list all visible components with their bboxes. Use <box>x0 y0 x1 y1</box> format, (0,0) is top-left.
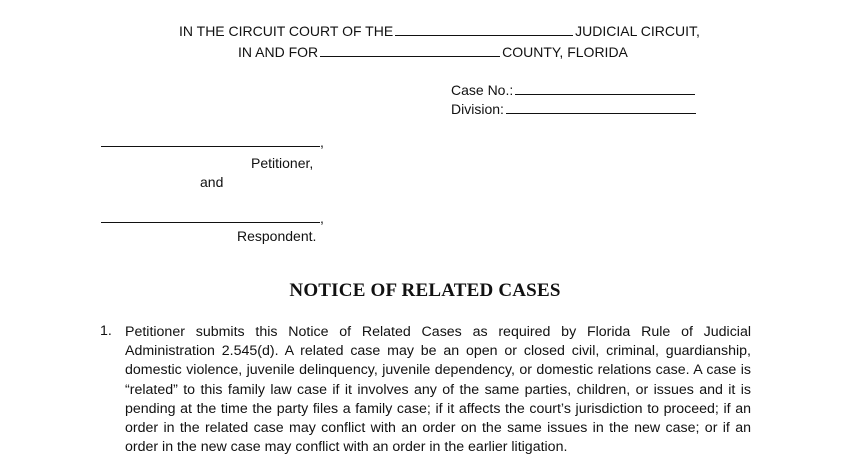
petitioner-comma: , <box>320 134 324 150</box>
petitioner-name-field[interactable] <box>101 146 320 147</box>
case-no-label: Case No.: <box>451 82 514 98</box>
court-prefix: IN THE CIRCUIT COURT OF THE <box>179 23 394 39</box>
court-header-line-1 <box>179 21 700 39</box>
respondent-name-field[interactable] <box>101 222 320 223</box>
division-field[interactable] <box>506 99 696 114</box>
judicial-circuit-field[interactable] <box>395 21 573 36</box>
item-number: 1. <box>100 323 112 339</box>
case-number-field[interactable] <box>515 80 695 95</box>
respondent-comma: , <box>320 210 324 226</box>
petitioner-label: Petitioner, <box>251 155 314 171</box>
and-label: and <box>200 174 224 190</box>
county-suffix: COUNTY, FLORIDA <box>502 44 628 60</box>
document-title: NOTICE OF RELATED CASES <box>289 280 561 301</box>
item-text: Petitioner submits this Notice of Related Cases as required by Florida Rule of Judicial Administration 2.545(d). A related case may be an open or closed civil, criminal, guardianship, domestic violence, juvenile delinquency, juvenile dependency, or domestic relations case. A case is “related” to this family law case if it involves any of the same parties, children, or issues and it is pending at the time the party files a family case; if it affects the court’s jurisdiction to proceed; if an order in the related case may conflict with an order on the same issues in the new case; or if an order in the new case may conflict with an order in the earlier litigation. <box>125 324 751 456</box>
respondent-label: Respondent. <box>237 228 317 244</box>
county-field[interactable] <box>320 42 500 57</box>
division-row <box>451 99 698 117</box>
county-prefix: IN AND FOR <box>238 44 319 60</box>
division-label: Division: <box>451 101 504 117</box>
case-number-row <box>451 80 697 98</box>
court-suffix: JUDICIAL CIRCUIT, <box>575 23 700 39</box>
court-header-line-2 <box>238 42 628 60</box>
